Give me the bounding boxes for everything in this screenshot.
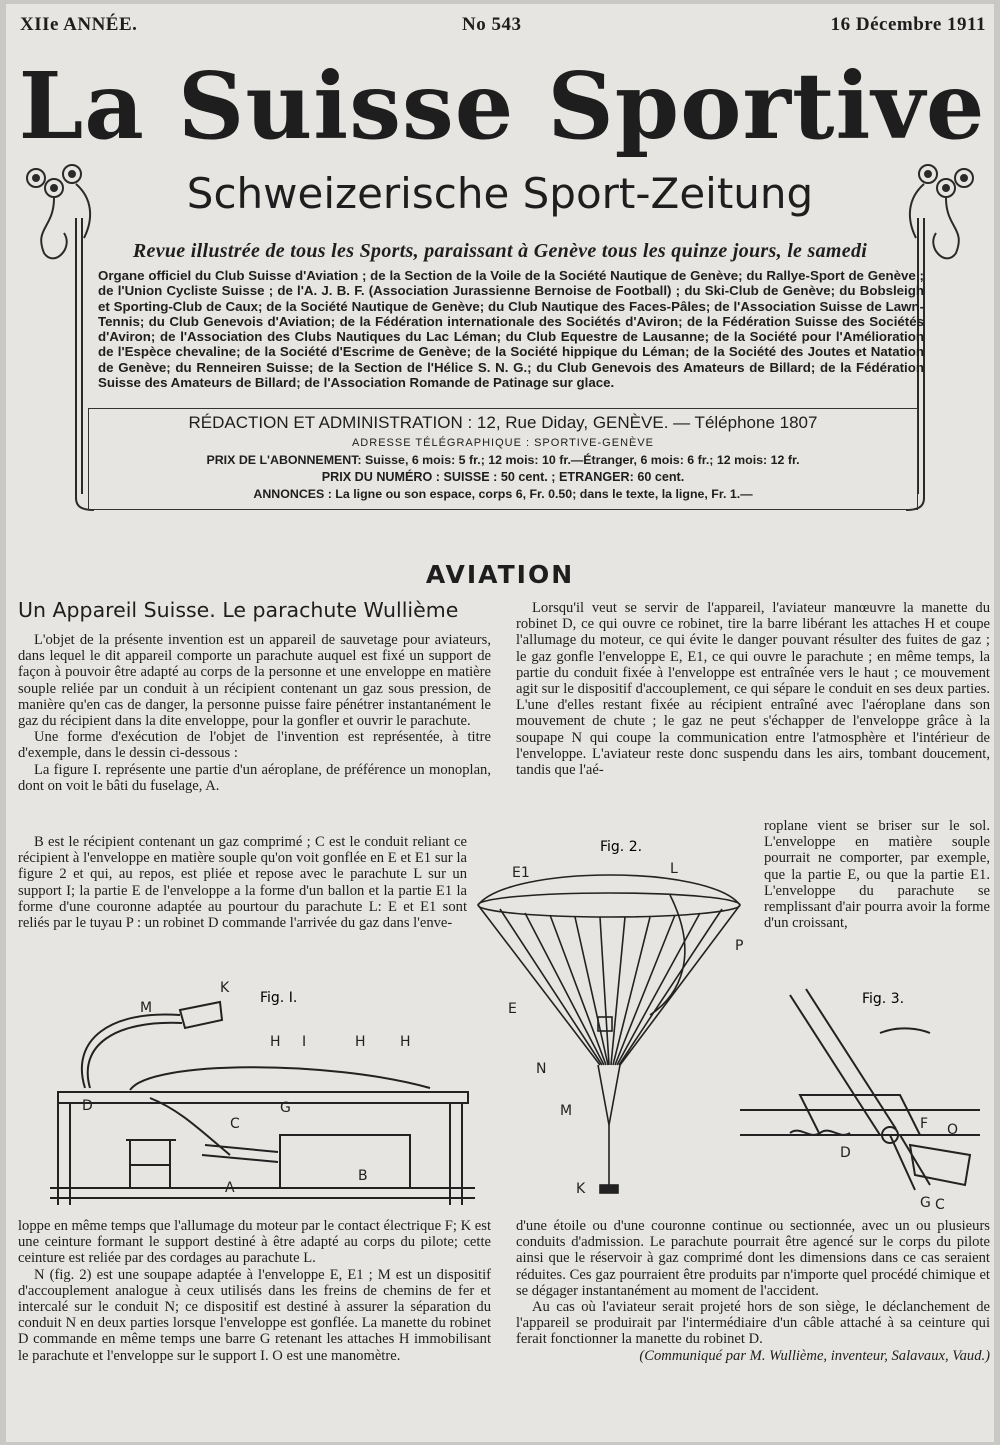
redaction-line: RÉDACTION ET ADMINISTRATION : 12, Rue Diday, GENÈVE. — Téléphone 1807 (188, 413, 818, 432)
masthead-subtitle: Schweizerische Sport-Zeitung (186, 169, 814, 218)
issue-number: No 543 (462, 14, 522, 35)
paragraph: Au cas où l'aviateur serait projeté hors de son siège, le déclanchement de l'appareil se produirait par l'intermédiaire d'un câble attaché à sa ceinture qui ferait fonctionner la manette du robinet D. (516, 1299, 990, 1348)
fig3-label: G (920, 1195, 931, 1211)
fig1-label: M (140, 1000, 153, 1016)
fig2-label: N (536, 1061, 547, 1077)
left-column-top (18, 632, 491, 794)
fig2-label: K (576, 1181, 586, 1197)
masthead-title: La Suisse Sportive (18, 52, 986, 160)
year-label: XIIe ANNÉE. (20, 14, 138, 35)
issue-date: 16 Décembre 1911 (830, 14, 986, 35)
organe-officiel: Organe officiel du Club Suisse d'Aviation ; de la Section de la Voile de la Société Nautique de Genève; du Rallye-Sport de Genève ; de l'Union Cycliste Suisse ; de l'A. J. B. F. (Association Jurassienne Bernoise de Football) ; du Ski-Club de Genève; du Bobsleigh et Sporting-Club de Caux; de la Société Nautique de Genève; du Club Nautique des Faces-Pâles; de l'Association Suisse de Lawn-Tennis; du Club Genevois d'Aviation; de la Fédération internationale des Sociétés d'Aviron; de la Fédération Suisse des Sociétés d'Aviron; de l'Association des Clubs Nautiques du Lac Léman; du Club Equestre de Lausanne; de la Société pour l'Amélioration de l'Espèce chevaline; de la Société d'Escrime de Genève; de la Société hippique du Léman; de la Société des Joutes et Natation de Genève; du Renneiren Suisse; de la Section de l'Hélice S. N. G.; du Club Genevois des Amateurs de Billard; de la Fédération Suisse des Amateurs de Billard; de l'Association Romande de Patinage sur glace. (98, 268, 924, 391)
issue-price: PRIX DU NUMÉRO : SUISSE : 50 cent. ; ETRANGER: 60 cent. (321, 470, 685, 484)
left-column-narrow (18, 834, 467, 931)
fig3-label: F (920, 1116, 929, 1132)
left-column-bottom (18, 1218, 491, 1364)
fig2-label: P (735, 938, 744, 954)
administration-box (88, 408, 918, 510)
paragraph: L'objet de la présente invention est un appareil de sauvetage pour aviateurs, dans lequel le dit appareil comporte un parachute auquel est fixé un support de façon à pouvoir être adapté au corps de la personne et une enveloppe en matière souple reliée par un conduit à un récipient contenant un gaz sous pression, de manière qu'en cas de danger, la personne puisse faire pénétrer instantanément le gaz du récipient dans la dite enveloppe, pour la gonfler et ouvrir le parachute. (18, 632, 491, 730)
paragraph: Lorsqu'il veut se servir de l'appareil, l'aviateur manœuvre la manette du robinet D, ce qui ouvre ce robinet, tire la barre libérant les attaches H et coupe l'allumage du moteur, ce qui évite le danger pouvant résulter des fuites de gaz ; le gaz gonfle l'enveloppe E, E1, ce qui ouvre le parachute ; en même temps, la partie du conduit fixée à l'enveloppe est entraînée vers le haut ; ce mouvement agit sur le dispositif d'accouplement, ce qui sépare le conduit en ses deux parties. L'une d'elles restant fixée au récipient entraîné avec l'aéroplane dans son mouvement de chute ; le gaz ne peut s'échapper de l'enveloppe grâce à la soupape N qui coupe la communication entre l'atmosphère et l'intérieur de l'enveloppe. L'aviateur reste donc suspendu dans les airs, tombant doucement, tandis que l'aé- (516, 600, 990, 779)
paragraph: Une forme d'exécution de l'objet de l'invention est représentée, à titre d'exemple, dans le dessin ci-dessous : (18, 729, 491, 762)
tagline: Revue illustrée de tous les Sports, paraissant à Genève tous les quinze jours, le samedi (132, 240, 868, 262)
right-column-narrow (764, 818, 990, 931)
right-column-top (516, 600, 990, 778)
paragraph: roplane vient se briser sur le sol. L'enveloppe en matière souple pourrait ne comporter, par exemple, que la partie E, ou que la partie E1. L'enveloppe du parachute se remplissant d'air pourra avoir la forme d'un croissant, (764, 818, 990, 932)
figure-3-mechanism (740, 985, 990, 1215)
paragraph: La figure I. représente une partie d'un aéroplane, de préférence un monoplan, dont on voit le bâti du fuselage, A. (18, 761, 491, 794)
paragraph: N (fig. 2) est une soupape adaptée à l'enveloppe E, E1 ; M est un dispositif d'accouplement analogue à ceux utilisés dans les freins de chemins de fer et intercalé sur le conduit N; ce dispositif est destiné à assurer la séparation du conduit N en deux parties lorsque l'enveloppe est gonflée. La manette du robinet D commande en même temps une barre G retenant les attaches H immobilisant le parachute et l'enveloppe sur le support I. O est une manomètre. (18, 1266, 491, 1364)
signature: (Communiqué par M. Wullième, inventeur, Salavaux, Vaud.) (639, 1347, 990, 1364)
section-heading: AVIATION (425, 560, 575, 589)
paragraph: loppe en même temps que l'allumage du moteur par le contact électrique F; K est une ceinture formant le support destiné à être adapté au corps du pilote; cette ceinture est reliée par des cordages au parachute L. (18, 1218, 491, 1267)
fig3-label: O (947, 1122, 959, 1138)
fig1-label: A (225, 1180, 235, 1196)
paragraph: d'une étoile ou d'une couronne continue ou sectionnée, avec un ou plusieurs conduits d'admission. Le parachute pourrait être agencé sur le corps du pilote ainsi que le réservoir à gaz comprimé dont les dimensions dans ce cas seraient réduites. Ces gaz pourraient être produits par n'importe quel procédé chimique et se dégager instantanément au moment de l'accident. (516, 1218, 990, 1299)
fig3-label: D (840, 1145, 851, 1161)
fig1-label: H (355, 1034, 366, 1050)
fig2-label: L (670, 861, 678, 877)
fig2-label: E1 (512, 865, 530, 881)
fig1-label: H (270, 1034, 281, 1050)
fig1-label: B (358, 1168, 368, 1184)
fig1-label: C (230, 1116, 240, 1132)
fig1-label: K (220, 980, 230, 996)
subscription-price: PRIX DE L'ABONNEMENT: Suisse, 6 mois: 5 fr.; 12 mois: 10 fr.—Étranger, 6 mois: 6 fr.; 12 mois: 12 fr. (206, 453, 800, 467)
advertising-rates: ANNONCES : La ligne ou son espace, corps 6, Fr. 0.50; dans le texte, la ligne, Fr. 1.— (253, 487, 753, 501)
paragraph: B est le récipient contenant un gaz comprimé ; C est le conduit reliant ce récipient à l'enveloppe en matière souple qu'on voit gonflée en E et E1 sur la figure 2 et qui, au repos, est pliée et repose avec le parachute L sur un support I; la partie E de l'enveloppe a la forme d'un ballon et la partie E1 la forme d'une couronne adaptée au pourtour du parachute L: E et E1 sont reliés par le tuyau P : un robinet D commande l'arrivée du gaz dans l'enve- (18, 834, 467, 932)
telegraph-address: ADRESSE TÉLÉGRAPHIQUE : SPORTIVE-GENÈVE (351, 437, 655, 449)
fig1-label: I (302, 1034, 307, 1050)
fig2-caption: Fig. 2. (600, 839, 643, 855)
fig1-caption: Fig. I. (260, 990, 298, 1006)
figure-1-aeroplane (30, 980, 480, 1205)
fig2-label: E (508, 1001, 517, 1017)
article-title: Un Appareil Suisse. Le parachute Wullième (18, 598, 459, 622)
fig1-label: H (400, 1034, 411, 1050)
fig1-label: G (280, 1100, 291, 1116)
fig2-label: M (560, 1103, 573, 1119)
fig3-caption: Fig. 3. (862, 991, 905, 1007)
fig3-label: C (935, 1197, 945, 1213)
fig1-label: D (82, 1098, 93, 1114)
right-column-bottom (516, 1218, 990, 1364)
figure-2-parachute (470, 835, 760, 1205)
